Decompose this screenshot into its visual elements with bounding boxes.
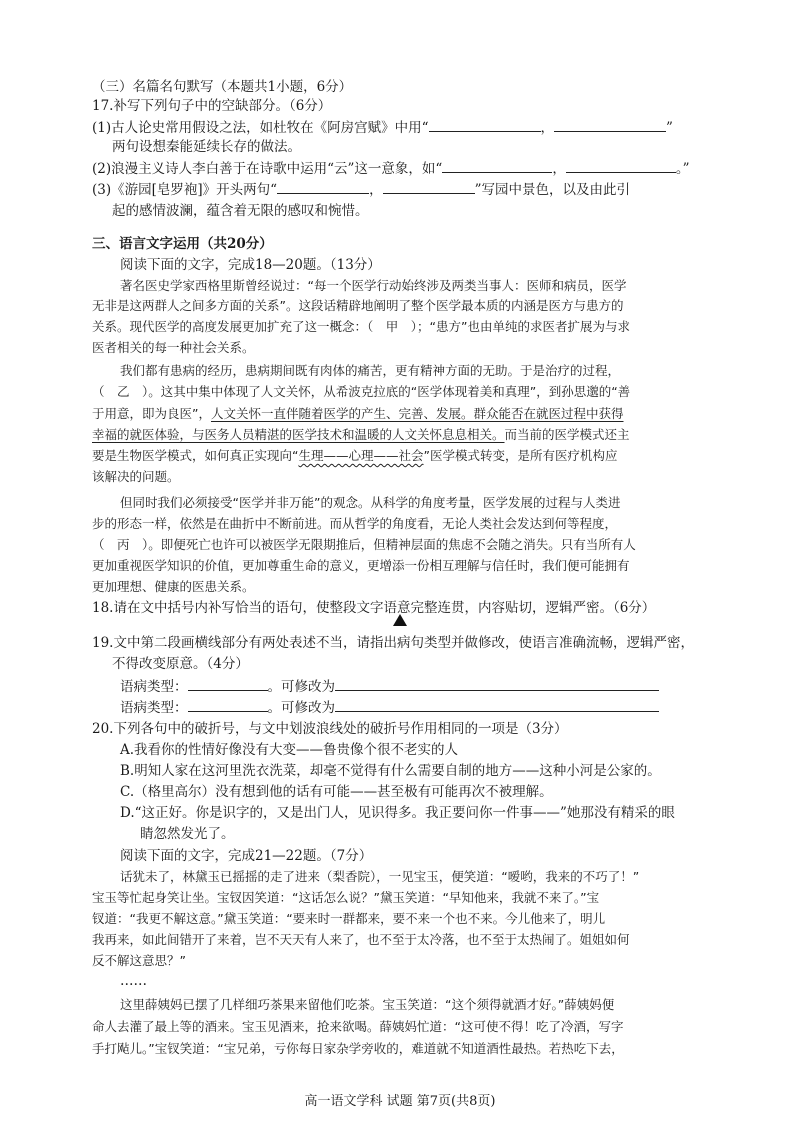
answer-blank[interactable] [277,180,369,194]
q19-answer-row [120,677,659,696]
q17-item3-text: (3)《游园[皂罗袍]》开头两句“ [92,182,278,198]
answer-blank[interactable] [188,698,268,712]
passage1-line [92,447,617,465]
q17-item2-comma: ， [552,161,566,177]
answer-blank[interactable] [429,118,541,132]
q19-stem: 19.文中第二段画横线部分有两处表述不当，请指出病句类型并做修改，使语言准确流畅，逻辑严密， [92,635,694,651]
q18-stem: 18.请在文中括号内补写恰当的语句，使整段文字语意完整连贯，内容贴切，逻辑严密。（6分） [92,600,656,616]
passage2-line: 钗道：“我更不解这意。”黛玉笑道：“要来时一群都来，要不来一个也不来。今儿他来了，明儿 [92,911,606,926]
passage1-line: 无非是这两群人之间多方面的关系”。这段话精辟地阐明了整个医学最本质的内涵是医方与患方的 [92,298,624,313]
section3-header: （三）名篇名句默写（本题共1小题，6分） [92,79,353,95]
q19-type-label: 语病类型： [120,700,188,716]
q19-answer-row [120,698,659,717]
passage1-line [92,405,624,423]
q17-item2-close: 。” [675,161,690,177]
answer-marker-triangle-icon [393,614,407,626]
passage1-line: 更加理想、健康的医患关系。 [92,579,255,594]
q17-item2-text: (2)浪漫主义诗人李白善于在诗歌中运用“云”这一意象，如“ [92,161,443,177]
passage2-line: 反不解这意思？” [92,953,186,968]
reading2-intro: 阅读下面的文字，完成21—22题。（7分） [120,848,373,864]
q17-item1-comma: ， [540,120,555,136]
page-footer: 高一语文学科 试题 第7页(共8页) [304,1094,496,1109]
q19-stem-cont: 不得改变原意。（4分） [112,656,249,672]
answer-blank[interactable] [188,677,268,691]
answer-blank[interactable] [335,677,659,691]
wavy-underlined-phrase: 生理——心理——社会 [298,448,424,463]
answer-blank[interactable] [566,159,676,173]
answer-blank[interactable] [442,159,552,173]
passage2-line: 命人去灌了最上等的酒来。宝玉见酒来，抢来欲喝。薛姨妈忙道：“这可使不得！吃了冷酒，写字 [92,1019,624,1034]
passage1-line: 医者相关的每一种社会关系。 [92,340,255,355]
passage1-line: 步的形态一样，依然是在曲折中不断前进。而从哲学的角度看，无论人类社会发达到何等程度， [92,516,618,531]
passage2-line: 我再来，如此间错开了来着，岂不天天有人来了，也不至于太冷落，也不至于太热闹了。姐姐如何 [92,932,630,947]
passage1-text: 于用意，即为良医”， [92,406,211,421]
underlined-sentence: 人文关怀一直伴随着医学的产生、完善、发展。群众能否在就医过程中获得 [210,406,624,421]
passage1-line: 关系。现代医学的高度发展更加扩充了这一概念：（ 甲 ）；“患方”也由单纯的求医者扩展为与求 [92,319,630,334]
passage1-line: （ 乙 ）。这其中集中体现了人文关怀，从希波克拉底的“医学体现着美和真理”，到孙思邈的“善 [92,384,631,399]
passage1-line: 该解决的问题。 [92,469,180,484]
q17-item1-close: ” [666,120,673,136]
q17-item3 [92,180,630,199]
passage2-line: 宝玉等忙起身笑让坐。宝钗因笑道：“这话怎么说？”黛玉笑道：“早知他来，我就不来了。”宝 [92,890,600,905]
q20-option-c[interactable]: C.（格里高尔）没有想到他的话有可能——甚至极有可能再次不被理解。 [120,784,553,800]
q17-item3-close: ”写园中景色，以及由此引 [474,182,630,198]
q19-type-label: 语病类型： [120,679,188,695]
q17-item3-cont: 起的感情波澜，蕴含着无限的感叹和惋惜。 [112,203,369,219]
passage2-line: 手打飐儿。”宝钗笑道：“宝兄弟，亏你每日家杂学旁收的，难道就不知道酒性最热。若热吃下去， [92,1041,624,1056]
q19-fix-label: 。可修改为 [267,700,335,716]
passage1-text: ”医学模式转变，是所有医疗机构应 [423,448,618,463]
q20-option-a[interactable]: A.我看你的性情好像没有大变——鲁贵像个很不老实的人 [120,742,459,758]
reading1-intro: 阅读下面的文字，完成18—20题。（13分） [120,257,381,273]
q20-option-d-cont: 睛忽然发光了。 [140,826,235,842]
passage1-text: 要是生物医学模式，如何真正实现向“ [92,448,299,463]
q17-item1-cont: 两句设想秦能延续长存的做法。 [112,139,301,155]
ellipsis: …… [120,973,147,989]
q17-stem: 17.补写下列句子中的空缺部分。（6分） [92,98,332,114]
passage1-text: 而当前的医学模式还主 [504,427,630,442]
q19-fix-label: 。可修改为 [267,679,335,695]
q17-item1 [92,118,673,137]
passage1-line: 我们都有患病的经历，患病期间既有肉体的痛苦，更有精神方面的无助。于是治疗的过程， [120,363,621,378]
passage1-line: 著名医史学家西格里斯曾经说过：“每一个医学行动始终涉及两类当事人：医师和病员，医学 [120,278,627,293]
q17-item1-text: (1)古人论史常用假设之法，如杜牧在《阿房宫赋》中用“ [92,120,429,136]
passage2-line: 这里薛姨妈已摆了几样细巧茶果来留他们吃茶。宝玉笑道：“这个须得就酒才好。”薛姨妈便 [120,997,615,1012]
passage2-line: 话犹未了，林黛玉已摇摇的走了进来（梨香院），一见宝玉，便笑道：“嗳哟，我来的不巧了！” [120,869,640,884]
answer-blank[interactable] [554,118,666,132]
passage1-line [92,426,630,444]
answer-blank[interactable] [335,698,659,712]
section-language-header: 三、语言文字运用（共20分） [92,236,273,252]
q20-stem: 20.下列各句中的破折号，与文中划波浪线处的破折号作用相同的一项是（3分） [92,721,568,737]
passage1-line: 但同时我们必须接受“医学并非万能”的观念。从科学的角度考量，医学发展的过程与人类进 [120,495,621,510]
passage1-line: 更加重视医学知识的价值，更加尊重生命的意义，更增添一份相互理解与信任时，我们便可能拥有 [92,558,630,573]
q20-option-b[interactable]: B.明知人家在这河里洗衣洗菜，却毫不觉得有什么需要自制的地方——这种小河是公家的。 [120,763,661,779]
answer-blank[interactable] [383,180,475,194]
underlined-sentence: 幸福的就医体验，与医务人员精湛的医学技术和温暖的人文关怀息息相关。 [92,427,505,442]
q17-item3-comma: ， [369,182,383,198]
q17-item2 [92,159,689,178]
q20-option-d[interactable]: D.“这正好。你是识字的，又是出门人，见识得多。我正要问你一件事——”她那没有精采的眼 [120,805,675,821]
passage1-line: （ 丙 ）。即便死亡也许可以被医学无限期推后，但精神层面的焦虑不会随之消失。只有当所有人 [92,537,636,552]
